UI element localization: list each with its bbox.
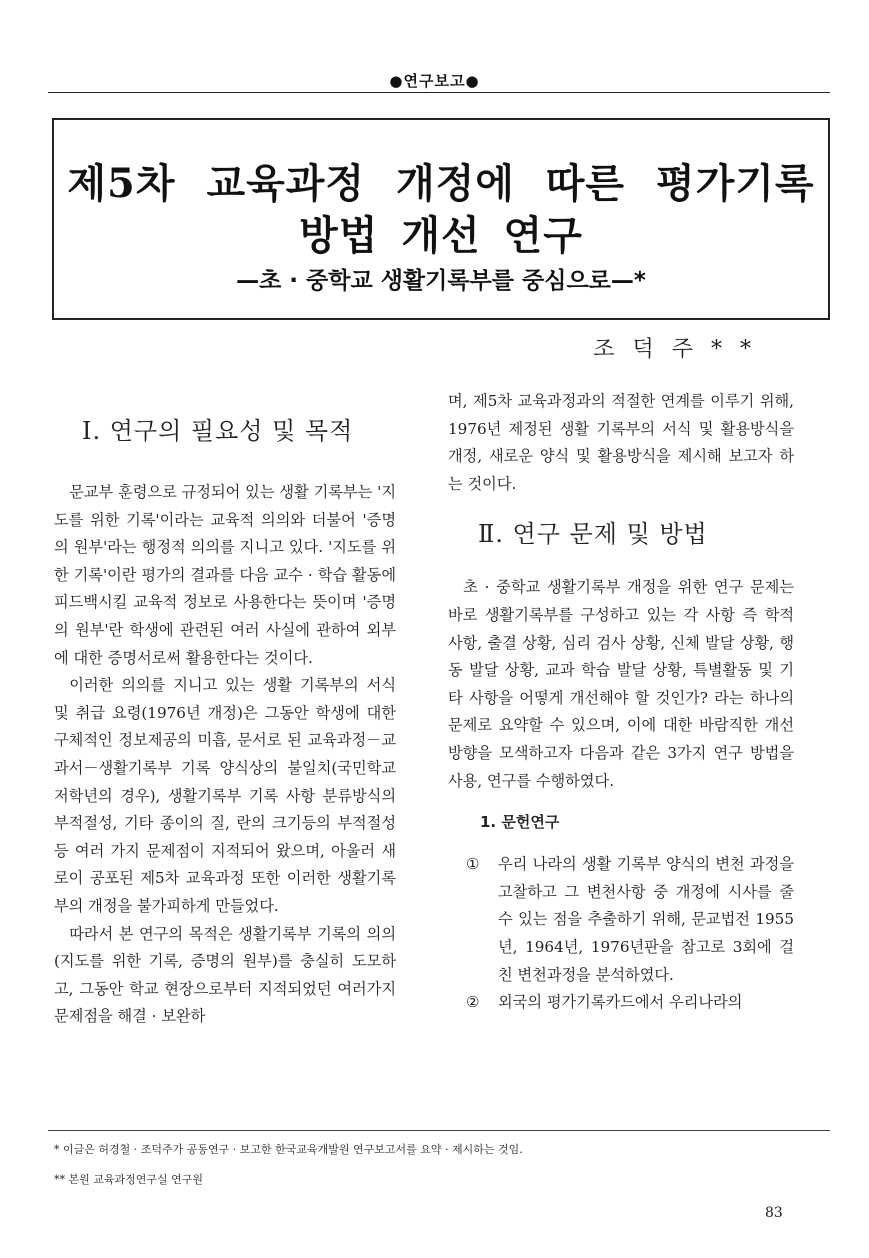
page-number: 83 bbox=[765, 1205, 783, 1221]
list-marker-2: ② bbox=[466, 993, 480, 1012]
section-1-para-1: 문교부 훈령으로 규정되어 있는 생활 기록부는 '지도를 위한 기록'이라는 교육적 의의와 더불어 '증명의 원부'라는 행정적 의의를 지니고 있다. '지도를 위한 기록'이란 평가의 결과를 다음 교수 · 학습 활동에 피드백시킬 교육적 정보로 사용한다는 뜻이며 '증명의 원부'란 학생에 관련된 여러 사실에 관하여 외부에 대한 증명서로써 활용한다는 것이다. bbox=[54, 483, 396, 667]
left-column bbox=[54, 408, 396, 1031]
footnote-1: * 이글은 허경철 · 조덕주가 공동연구 · 보고한 한국교육개발원 연구보고서를 요약 · 제시하는 것임. bbox=[54, 1143, 523, 1156]
list-item-1-text: 우리 나라의 생활 기록부 양식의 변천 과정을 고찰하고 그 변천사항 중 개정에 시사를 줄 수 있는 점을 추출하기 위해, 문교법전 1955년, 1964년, 1976년판을 참고로 3회에 걸친 변천과정을 분석하였다. bbox=[498, 855, 794, 984]
list-item-2 bbox=[452, 989, 794, 1017]
right-column bbox=[448, 388, 794, 1017]
section-1-heading: Ⅰ. 연구의 필요성 및 목적 bbox=[82, 417, 354, 445]
top-rule bbox=[48, 92, 830, 93]
section-1-para-3-continued: 며, 제5차 교육과정과의 적절한 연계를 이루기 위해, 1976년 제정된 생활 기록부의 서식 및 활용방식을 개정, 새로운 양식 및 활용방식을 제시해 보고자 하는 것이다. bbox=[448, 392, 794, 493]
footnote-2: ** 본원 교육과정연구실 연구원 bbox=[54, 1173, 204, 1186]
title-line-2: 방법 개선 연구 bbox=[299, 212, 583, 259]
section-2-para-1: 초 · 중학교 생활기록부 개정을 위한 연구 문제는 바로 생활기록부를 구성하고 있는 각 사항 즉 학적 사항, 출결 상황, 심리 검사 상황, 신체 발달 상황, 행동 발달 상황, 교과 학습 발달 상황, 특별활동 및 기타 사항을 어떻게 개선해야 할 것인가? 라는 하나의 문제로 요약할 수 있으며, 이에 대한 바람직한 개선 방향을 모색하고자 다음과 같은 3가지 연구 방법을 사용, 연구를 수행하였다. bbox=[448, 578, 794, 790]
section-2-heading: Ⅱ. 연구 문제 및 방법 bbox=[478, 520, 708, 549]
list-item-2-text: 외국의 평가기록카드에서 우리나라의 bbox=[498, 993, 743, 1012]
list-item-1 bbox=[452, 851, 794, 989]
author: 조덕주** bbox=[593, 337, 769, 362]
title-line-1: 제5차 교육과정 개정에 따른 평가기록 bbox=[67, 160, 815, 207]
subsection-1-heading: 1. 문헌연구 bbox=[480, 813, 560, 832]
subtitle: —초 · 중학교 생활기록부를 중심으로—* bbox=[236, 268, 646, 294]
section-tag: ●연구보고● bbox=[389, 72, 480, 90]
footnote-rule bbox=[48, 1130, 830, 1131]
section-1-para-2: 이러한 의의를 지니고 있는 생활 기록부의 서식 및 취급 요령(1976년 개정)은 그동안 학생에 대한 구체적인 정보제공의 미흡, 문서로 된 교육과정－교과서－생활기록부 기록 양식상의 불일치(국민학교 저학년의 경우), 생활기록부 기록 사항 분류방식의 부적절성, 기타 종이의 질, 란의 크기등의 부적절성등 여러 가지 문제점이 지적되어 왔으며, 아울러 새로이 공포된 제5차 교육과정 또한 이러한 생활기록부의 개정을 불가피하게 만들었다. bbox=[54, 676, 396, 915]
section-1-para-3: 따라서 본 연구의 목적은 생활기록부 기록의 의의(지도를 위한 기록, 증명의 원부)를 충실히 도모하고, 그동안 학교 현장으로부터 지적되었던 여러가지 문제점을 해결 · 보완하 bbox=[54, 924, 396, 1026]
list-marker-1: ① bbox=[466, 855, 480, 874]
